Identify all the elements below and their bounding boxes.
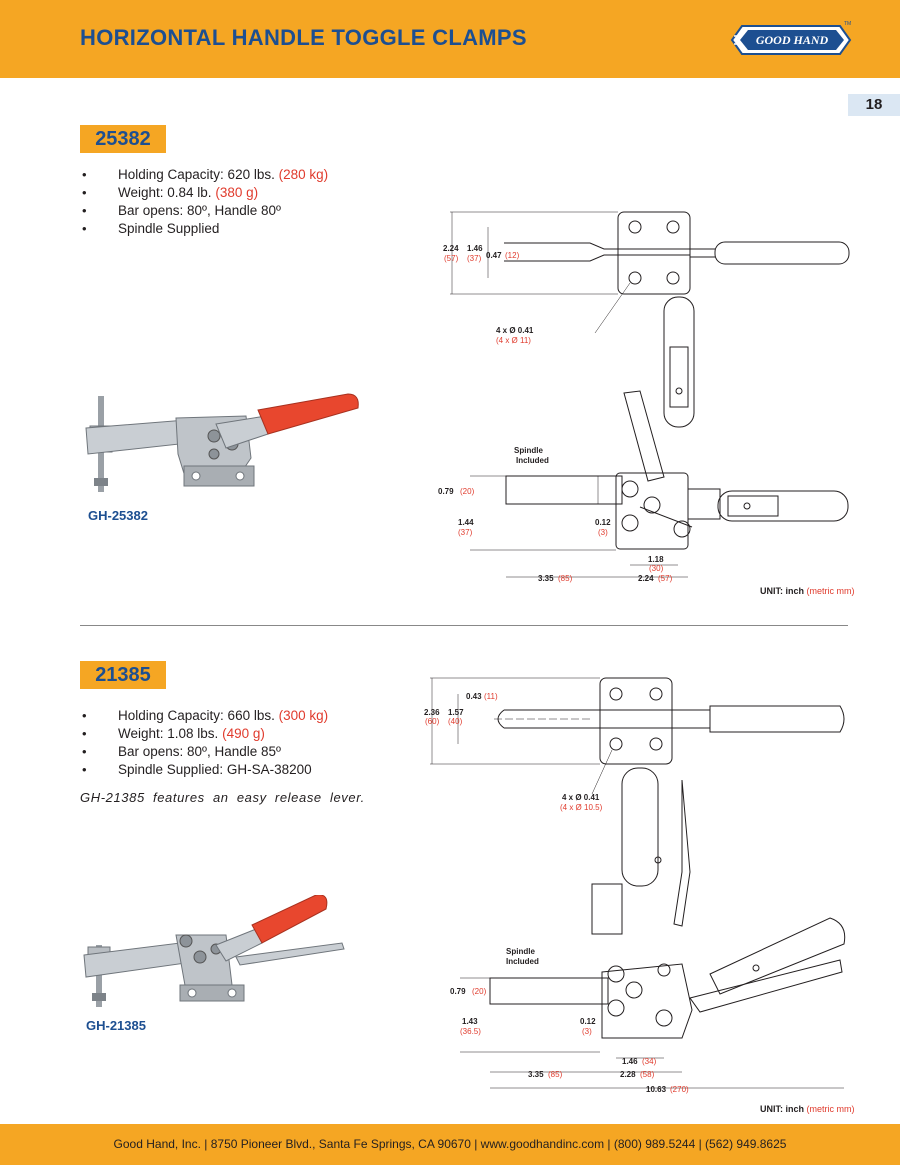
clamp-photo-21385 [76, 895, 356, 1015]
spec-item: • Weight: 0.84 lb. (380 g) [82, 184, 328, 202]
svg-text:(3): (3) [598, 528, 608, 537]
svg-text:(36.5): (36.5) [460, 1027, 481, 1036]
good-hand-logo [728, 16, 856, 64]
footer-contact: Good Hand, Inc. | 8750 Pioneer Blvd., Santa Fe Springs, CA 90670 | www.goodhandinc.com | (800) 989.5244 | (562) 949.8625 [0, 1124, 900, 1165]
photo-label-21385: GH-21385 [86, 1018, 146, 1033]
svg-text:1.46: 1.46 [622, 1057, 638, 1066]
svg-text:Spindle: Spindle [514, 446, 543, 455]
svg-text:(57): (57) [444, 254, 459, 263]
svg-text:(58): (58) [640, 1070, 655, 1079]
svg-text:Spindle: Spindle [506, 947, 535, 956]
spec-item: • Holding Capacity: 660 lbs. (300 kg) [82, 707, 328, 725]
spec-list-25382 [82, 166, 328, 238]
unit-note-25382: UNIT: inch (metric mm) [760, 586, 855, 596]
svg-text:(37): (37) [458, 528, 473, 537]
svg-text:(40): (40) [448, 717, 463, 726]
svg-text:2.28: 2.28 [620, 1070, 636, 1079]
unit-note-21385: UNIT: inch (metric mm) [760, 1104, 855, 1114]
svg-text:0.47: 0.47 [486, 251, 502, 260]
svg-text:10.63: 10.63 [646, 1085, 667, 1094]
trademark-mark: TM [844, 21, 852, 27]
svg-text:(30): (30) [649, 564, 664, 573]
svg-text:1.18: 1.18 [648, 555, 664, 564]
spec-list-21385 [82, 707, 328, 779]
svg-text:(3): (3) [582, 1027, 592, 1036]
svg-text:2.24: 2.24 [443, 244, 459, 253]
dimension-drawing-21385 [420, 672, 860, 1094]
svg-text:Included: Included [506, 957, 539, 966]
svg-text:0.12: 0.12 [595, 518, 611, 527]
page-number: 18 [848, 94, 900, 116]
svg-text:0.43: 0.43 [466, 692, 482, 701]
svg-text:(85): (85) [558, 574, 573, 583]
photo-label-25382: GH-25382 [88, 508, 148, 523]
svg-text:Included: Included [516, 456, 549, 465]
svg-text:1.46: 1.46 [467, 244, 483, 253]
svg-text:(4 x Ø 10.5): (4 x Ø 10.5) [560, 803, 603, 812]
logo-text: GOOD HAND [755, 33, 829, 47]
section-divider [80, 625, 848, 626]
svg-text:(20): (20) [460, 487, 475, 496]
clamp-photo-25382 [76, 388, 366, 498]
spec-item: • Spindle Supplied: GH-SA-38200 [82, 761, 328, 779]
svg-text:3.35: 3.35 [538, 574, 554, 583]
svg-text:(270): (270) [670, 1085, 689, 1094]
svg-text:2.24: 2.24 [638, 574, 654, 583]
model-number-25382: 25382 [80, 125, 166, 153]
svg-text:0.79: 0.79 [438, 487, 454, 496]
svg-text:(57): (57) [658, 574, 673, 583]
svg-text:4 x Ø 0.41: 4 x Ø 0.41 [562, 793, 600, 802]
svg-text:1.43: 1.43 [462, 1017, 478, 1026]
page-title: HORIZONTAL HANDLE TOGGLE CLAMPS [80, 25, 527, 50]
svg-text:(85): (85) [548, 1070, 563, 1079]
svg-text:4 x Ø 0.41: 4 x Ø 0.41 [496, 326, 534, 335]
svg-text:(12): (12) [505, 251, 520, 260]
svg-text:0.12: 0.12 [580, 1017, 596, 1026]
svg-text:(37): (37) [467, 254, 482, 263]
svg-text:(34): (34) [642, 1057, 657, 1066]
spec-item: • Bar opens: 80º, Handle 85º [82, 743, 328, 761]
spec-item: • Holding Capacity: 620 lbs. (280 kg) [82, 166, 328, 184]
spec-item: • Weight: 1.08 lbs. (490 g) [82, 725, 328, 743]
feature-note: GH-21385 features an easy release lever. [80, 790, 365, 805]
spec-item: • Spindle Supplied [82, 220, 328, 238]
svg-text:2.36: 2.36 [424, 708, 440, 717]
svg-text:(20): (20) [472, 987, 487, 996]
svg-text:1.44: 1.44 [458, 518, 474, 527]
svg-text:(11): (11) [484, 692, 498, 701]
spec-item: • Bar opens: 80º, Handle 80º [82, 202, 328, 220]
dimension-drawing-25382 [430, 205, 860, 595]
header-bar [0, 0, 900, 78]
svg-text:1.57: 1.57 [448, 708, 464, 717]
svg-text:(4 x Ø 11): (4 x Ø 11) [496, 336, 531, 345]
svg-text:3.35: 3.35 [528, 1070, 544, 1079]
svg-text:(60): (60) [425, 717, 440, 726]
model-number-21385: 21385 [80, 661, 166, 689]
svg-text:0.79: 0.79 [450, 987, 466, 996]
